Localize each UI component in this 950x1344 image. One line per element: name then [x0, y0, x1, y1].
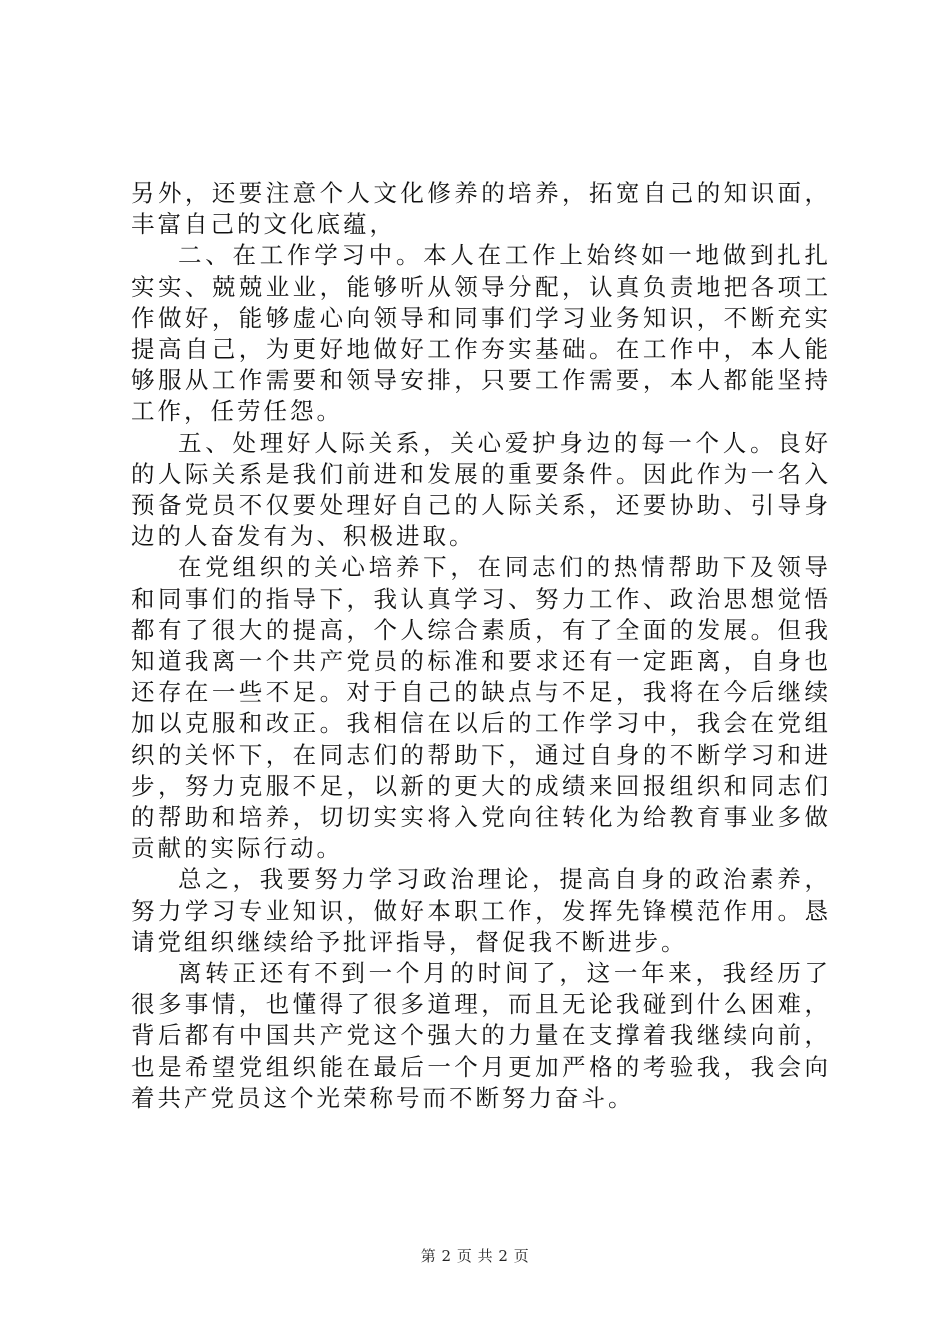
paragraph-5: 总之，我要努力学习政治理论，提高自身的政治素养，努力学习专业知识，做好本职工作，发挥先锋模范作用。恳请党组织继续给予批评指导，督促我不断进步。	[131, 865, 831, 956]
page-footer: 第 2 页 共 2 页	[420, 1247, 530, 1265]
paragraph-6: 离转正还有不到一个月的时间了，这一年来，我经历了很多事情，也懂得了很多道理，而且无论我碰到什么困难，背后都有中国共产党这个强大的力量在支撑着我继续向前，也是希望党组织能在最后一个月更加严格的考验我，我会向着共产党员这个光荣称号而不断努力奋斗。	[131, 959, 831, 1112]
paragraph-3: 五、处理好人际关系，关心爱护身边的每一个人。良好的人际关系是我们前进和发展的重要条件。因此作为一名入预备党员不仅要处理好自己的人际关系，还要协助、引导身边的人奋发有为、积极进取。	[131, 428, 831, 551]
document-body	[131, 178, 831, 1114]
paragraph-2: 二、在工作学习中。本人在工作上始终如一地做到扎扎实实、兢兢业业，能够听从领导分配，认真负责地把各项工作做好，能够虚心向领导和同事们学习业务知识，不断充实提高自己，为更好地做好工作夯实基础。在工作中，本人能够服从工作需要和领导安排，只要工作需要，本人都能坚持工作，任劳任怨。	[131, 241, 831, 426]
paragraph-1: 另外，还要注意个人文化修养的培养，拓宽自己的知识面，丰富自己的文化底蕴，	[131, 179, 831, 239]
paragraph-4: 在党组织的关心培养下，在同志们的热情帮助下及领导和同事们的指导下，我认真学习、努力工作、政治思想觉悟都有了很大的提高，个人综合素质，有了全面的发展。但我知道我离一个共产党员的标准和要求还有一定距离，自身也还存在一些不足。对于自己的缺点与不足，我将在今后继续加以克服和改正。我相信在以后的工作学习中，我会在党组织的关怀下，在同志们的帮助下，通过自身的不断学习和进步，努力克服不足，以新的更大的成绩来回报组织和同志们的帮助和培养，切切实实将入党向往转化为给教育事业多做贡献的实际行动。	[131, 553, 831, 863]
